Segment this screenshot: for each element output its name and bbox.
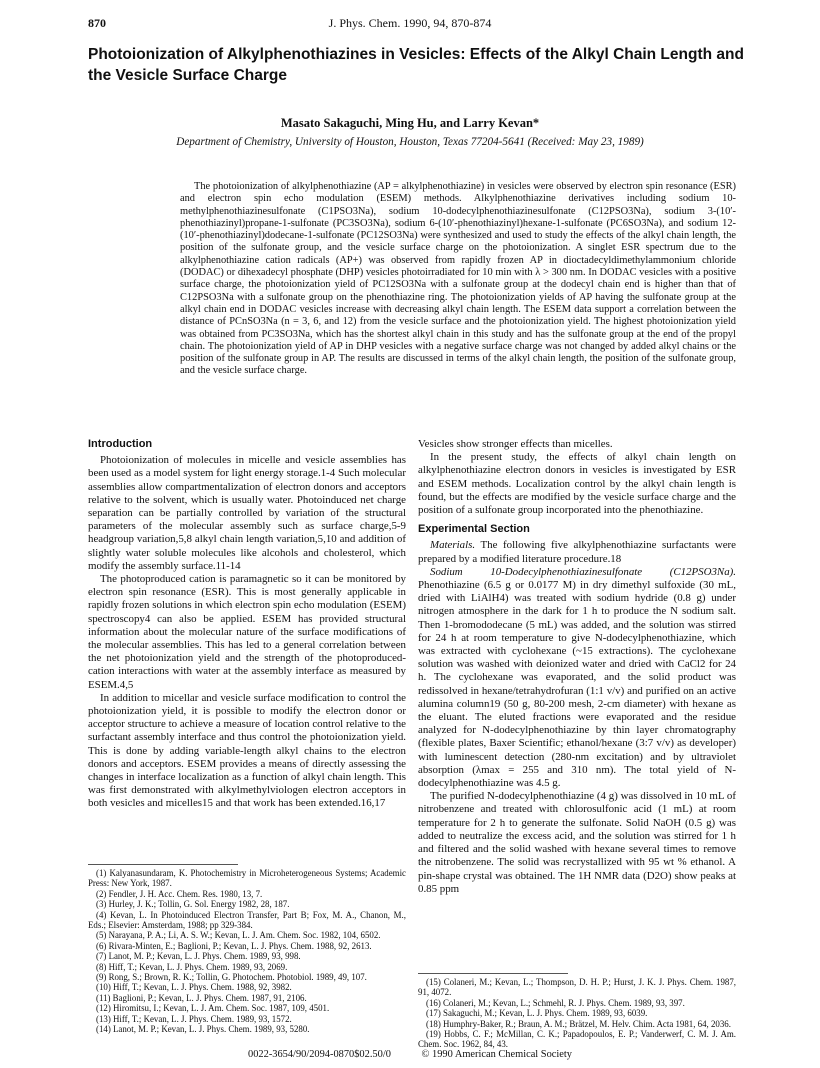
- reference-item: (17) Sakaguchi, M.; Kevan, L. J. Phys. Chem. 1989, 93, 6039.: [426, 1008, 648, 1019]
- reference-item: (10) Hiff, T.; Kevan, L. J. Phys. Chem. 1988, 92, 3982.: [96, 982, 292, 993]
- references-left: [88, 868, 406, 1035]
- sulfonation-paragraph: The purified N-dodecylphenothiazine (4 g) was dissolved in 10 mL of nitrobenzene and treated with chlorosulfonic acid (1 mL) at room temperature for 2 h to generate the sulfonate. Solid NaOH (0.5 g) was added to neutralize the excess acid, and the solution was stirred for 1 h and filtered and the solid washed with hexane several times to remove the nitrobenzene. The solid was recrystallized with 95 wt % ethanol. A pin-shape crystal was obtained. The 1H NMR data (D2O) show peaks at 0.85 ppm: [418, 790, 736, 895]
- synthesis-text: Phenothiazine (6.5 g or 0.0177 M) in dry dimethyl sulfoxide (30 mL, dried with LiAlH4) was treated with sodium hydride (0.8 g) under nitrogen atmosphere in the dark for 1 h to produce the N sodium salt. Then 1-bromododecane (5 mL) was added, and the solution was stirred for 24 h at room temperature to give N-dodecylphenothiazine, which was extracted with cyclohexane (~15 extractions). The cyclohexane solution was washed with deionized water and dried with CaCl2 for 24 h. The cyclohexane was evaporated, and the solid product was redissolved in hexane/tetrahydrofuran (1:1 v/v) and purified on an active alumina column19 (50 g, 80-200 mesh, 2-cm diameter) with hexane as the eluant. The eluted fractions were evaporated and the residue analyzed for N-dodecylphenothiazine by thin layer chromatography (flexible plates, Baxer Scientific; ethanol/hexane (3:7 v/v) as developer) with luminescent detection (280-nm excitation) and by ultraviolet absorption (λmax = 255 and 310 nm). The total yield of N-dodecylphenothiazine was 4.5 g.: [418, 579, 736, 790]
- references-right: [418, 977, 736, 1050]
- section-heading-experimental: Experimental Section: [418, 523, 530, 536]
- page-footer: [0, 1049, 820, 1060]
- reference-item: (11) Baglioni, P.; Kevan, L. J. Phys. Chem. 1987, 91, 2106.: [96, 992, 307, 1003]
- author-list: Masato Sakaguchi, Ming Hu, and Larry Kevan*: [280, 116, 540, 130]
- materials-label: Materials.: [430, 539, 476, 552]
- intro-paragraph-1: Photoionization of molecules in micelle and vesicle assemblies has been used as a model system for light energy storage.1-4 Such molecular assemblies allow compartmentalization of electron donors and acceptors relative to the solvent, which is usually water. Photoinduced net charge separation can be partially controlled by variation of the structural parameters of the molecular assembly such as surface charge,5-9 headgroup variation,5,8 alkyl chain length variation,5,10 and addition of slightly water soluble molecules like alcohols and cholesterol, which modify the assembly surface.11-14: [88, 454, 406, 572]
- reference-item: (15) Colaneri, M.; Kevan, L.; Thompson, D. H. P.; Hurst, J. K. J. Phys. Chem. 1987, 91, 4072.: [418, 977, 736, 998]
- reference-item: (5) Narayana, P. A.; Li, A. S. W.; Kevan, L. J. Am. Chem. Soc. 1982, 104, 6502.: [96, 930, 381, 941]
- page-number: 870: [88, 16, 106, 30]
- reference-item: (1) Kalyanasundaram, K. Photochemistry in Microheterogeneous Systems; Academic Press: New York, 1987.: [88, 868, 406, 889]
- copyright-notice: © 1990 American Chemical Society: [421, 1049, 572, 1060]
- reference-item: (14) Lanot, M. P.; Kevan, L. J. Phys. Chem. 1989, 93, 5280.: [96, 1024, 310, 1035]
- intro-continuation: Vesicles show stronger effects than micelles.: [418, 438, 613, 450]
- synthesis-paragraph: [418, 566, 736, 790]
- right-column: [418, 438, 736, 896]
- issn-code: 0022-3654/90/2094-0870$02.50/0: [248, 1049, 391, 1060]
- affiliation: Department of Chemistry, University of Houston, Houston, Texas 77204-5641 (Received: May 23, 1989): [176, 136, 644, 148]
- reference-item: (7) Lanot, M. P.; Kevan, L. J. Phys. Chem. 1989, 93, 998.: [96, 951, 301, 962]
- abstract: The photoionization of alkylphenothiazine (AP = alkylphenothiazine) in vesicles were observed by electron spin resonance (ESR) and electron spin echo modulation (ESEM) methods. Alkylphenothiazine derivatives including sodium 10-methylphenothiazinesulfonate (C1PSO3Na), sodium 10-dodecylphenothiazinesulfonate (C12PSO3Na), sodium 3-(10′-phenothiazinyl)propane-1-sulfonate (PC3SO3Na), sodium 6-(10′-phenothiazinyl)hexane-1-sulfonate (PC6SO3Na), and sodium 12-(10′-phenothiazinyl)dodecane-1-sulfonate (PC12SO3Na) were synthesized and used to study the effects of the alkyl chain length, the position of the sulfonate group, and the vesicle surface charge on the photoionization. A singlet ESR spectrum due to the alkylphenothiazine cation radicals (AP+) was observed from rapidly frozen AP in dioctadecyldimethylammonium chloride (DODAC) or dihexadecyl phosphate (DHP) vesicles photoirradiated for 10 min with λ > 300 nm. In DODAC vesicles with a positive surface charge, the photoionization yield of PC12SO3Na with a sulfonate group at the dodecyl chain end is higher than that of C12PSO3Na with a sulfonate group on the phenothiazine ring. The photoionization yields of AP having the sulfonate group at the alkyl chain end in DODAC vesicles increase with decreasing alkyl chain length. The ESEM data support a correlation between the distance of PCnSO3Na (n = 3, 6, and 12) from the vesicle surface and the photoionization yield. The highest photoionization yield was obtained from PC3SO3Na, which has the shortest alkyl chain in this study and has the sulfonate group at the end of the propyl chain. The photoionization yield of AP in DHP vesicles with a negative surface charge was not changed by added alkyl chains or the position of the sulfonate group in AP. The results are discussed in terms of the alkyl chain length, the position of the sulfonate group, and the vesicle surface charge.: [180, 181, 736, 377]
- left-column: [88, 438, 406, 811]
- reference-item: (2) Fendler, J. H. Acc. Chem. Res. 1980, 13, 7.: [96, 888, 263, 899]
- intro-paragraph-2: The photoproduced cation is paramagnetic so it can be monitored by electron spin resonance (ESR). This is most generally applicable in rapidly frozen solutions in which electron spin echo modulation (ESEM) spectroscopy4 can also be applied. ESEM has provided structural information about the molecular nature of the surface modifications of the molecular assemblies. This has led to a general correlation between the net photoionization yield and the strength of the photoproduced-cation interactions with water at the assembly interface as measured by ESEM.4,5: [88, 573, 406, 691]
- running-header: J. Phys. Chem. 1990, 94, 870-874: [328, 16, 492, 30]
- reference-item: (4) Kevan, L. In Photoinduced Electron Transfer, Part B; Fox, M. A., Chanon, M., Eds.; Elsevier: Amsterdam, 1988; pp 329-384.: [88, 909, 406, 931]
- intro-paragraph-4: In the present study, the effects of alkyl chain length on alkylphenothiazine electron donors in vesicles is investigated by ESR and ESEM methods. Localization control by the alkyl chain length is found, but the effects are modified by the vesicle surface charge and the position of a sulfonate group incorporated into the phenothiazine.: [418, 451, 736, 517]
- reference-item: (19) Hobbs, C. F.; McMillan, C. K.; Papadopoulos, E. P.; Vanderwerf, C. M. J. Am. Chem. Soc. 1962, 84, 43.: [418, 1029, 736, 1050]
- article-title: Photoionization of Alkylphenothiazines in Vesicles: Effects of the Alkyl Chain Length and the Vesicle Surface Charge: [88, 46, 744, 84]
- footnote-rule: [418, 973, 568, 974]
- section-heading-introduction: Introduction: [88, 438, 153, 450]
- reference-item: (12) Hiromitsu, I.; Kevan, L. J. Am. Chem. Soc. 1987, 109, 4501.: [96, 1003, 330, 1014]
- compound-label: Sodium 10-Dodecylphenothiazinesulfonate (C12PSO3Na).: [430, 565, 736, 578]
- reference-item: (9) Rong, S.; Brown, R. K.; Tollin, G. Photochem. Photobiol. 1989, 49, 107.: [96, 972, 367, 983]
- intro-paragraph-3: In addition to micellar and vesicle surface modification to control the photoionization yield, it is possible to modify the electron donor or acceptor structure to achieve a measure of location control relative to the surfactant assembly interface and thus control the photoionization yield. This is done by adding variable-length alkyl chains to the electron donors and acceptors. ESEM provides a means of directly assessing the changes in interface localization as a function of alkyl chain length. This was first demonstrated with alkylmethylviologen electron acceptors in both vesicles and micelles15 and that work has been extended.16,17: [88, 691, 406, 810]
- reference-item: (13) Hiff, T.; Kevan, L. J. Phys. Chem. 1989, 93, 1572.: [96, 1013, 292, 1024]
- reference-item: (18) Humphry-Baker, R.; Braun, A. M.; Brätzel, M. Helv. Chim. Acta 1981, 64, 2036.: [426, 1018, 731, 1029]
- footnote-rule: [88, 864, 238, 865]
- reference-item: (16) Colaneri, M.; Kevan, L.; Schmehl, R. J. Phys. Chem. 1989, 93, 397.: [426, 997, 685, 1008]
- materials-paragraph: [418, 539, 736, 565]
- reference-item: (3) Hurley, J. K.; Tollin, G. Sol. Energy 1982, 28, 187.: [96, 899, 290, 910]
- reference-item: (6) Rivara-Minten, E.; Baglioni, P.; Kevan, L. J. Phys. Chem. 1988, 92, 2613.: [96, 940, 372, 951]
- reference-item: (8) Hiff, T.; Kevan, L. J. Phys. Chem. 1989, 93, 2069.: [96, 961, 288, 972]
- materials-text: The following five alkylphenothiazine surfactants were prepared by a modified literature procedure.18: [418, 539, 736, 565]
